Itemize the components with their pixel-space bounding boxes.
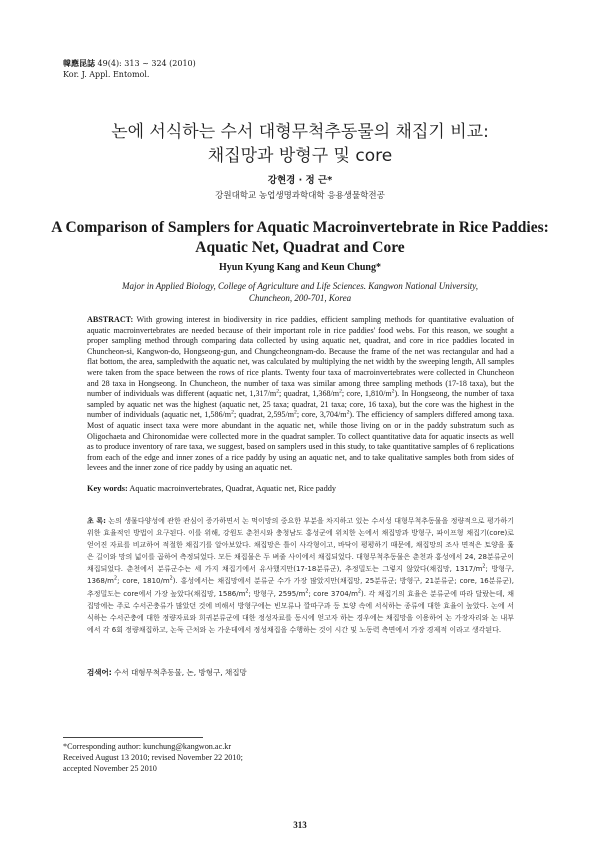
page-number: 313 bbox=[293, 820, 307, 830]
corresponding-author: *Corresponding author: kunchung@kangwon.ac.kr bbox=[63, 742, 232, 751]
accepted-date: accepted November 25 2010 bbox=[63, 764, 157, 773]
journal-volume-info: 49(4): 313 ~ 324 (2010) bbox=[97, 59, 196, 68]
superscript: 2 bbox=[245, 588, 249, 595]
korean-abstract-text: ; 방형구, 2595/m bbox=[248, 589, 306, 598]
superscript: 2 bbox=[305, 588, 309, 595]
korean-abstract-text: ; 방형구, 1368/m bbox=[87, 565, 514, 586]
english-affiliation-line1: Major in Applied Biology, College of Agriculture and Life Sciences. Kangwon National University, bbox=[121, 281, 479, 291]
journal-english-name: Kor. J. Appl. Entomol. bbox=[63, 70, 150, 79]
journal-citation bbox=[63, 58, 196, 80]
journal-header-line bbox=[63, 58, 196, 69]
footnote bbox=[63, 741, 363, 774]
korean-keywords-label: 검색어: bbox=[87, 668, 112, 677]
korean-keywords bbox=[87, 667, 514, 678]
superscript: 2 bbox=[346, 409, 350, 416]
korean-authors: 강현경 · 정 근* bbox=[267, 175, 333, 186]
superscript: 2 bbox=[276, 388, 280, 395]
superscript: 2 bbox=[231, 409, 234, 416]
english-title-line1: A Comparison of Samplers for Aquatic Macroinvertebrate in Rice Paddies: bbox=[51, 219, 549, 236]
korean-affiliation: 강원대학교 농업생명과학대학 응용생물학전공 bbox=[215, 191, 385, 201]
superscript: 2 bbox=[339, 388, 342, 395]
korean-abstract-text: ; core, 1810/m bbox=[117, 577, 170, 586]
abstract-text: ; quadrat, 2,595/m bbox=[233, 410, 295, 420]
superscript: 2 bbox=[482, 564, 486, 571]
korean-title-line2: 채집망과 방형구 및 core bbox=[207, 146, 393, 166]
abstract-text: ; core, 1,810/m bbox=[341, 389, 392, 399]
english-title bbox=[0, 218, 600, 258]
english-affiliation bbox=[90, 280, 510, 304]
superscript: 2 bbox=[357, 588, 362, 595]
korean-abstract-text: ). 홍성에서는 채집망에서 분류군 수가 가장 많았지만(채집망, 25분류군; 방형구, 21분류군; core, 16분류군), 추정밀도는 core에서 가장 높았다(채집망, 1586/m bbox=[87, 577, 514, 598]
abstract-text: ). In Hongseong, the number of taxa sampled by aquatic net was the highest (aquatic net, 25 taxa; quadrat, 21 taxa; core, 16 taxa), but the core was the highest in the number of individuals (aquatic net, 1,586/m bbox=[87, 389, 514, 420]
english-title-line2: Aquatic Net, Quadrat and Core bbox=[195, 239, 405, 256]
korean-abstract-label: 초 록: bbox=[87, 517, 106, 525]
abstract-label: ABSTRACT: bbox=[87, 315, 134, 324]
superscript: 2 bbox=[114, 576, 118, 583]
footnote-divider bbox=[63, 737, 203, 738]
korean-abstract-text: ). 각 채집기의 효율은 분류군에 따라 달랐는데, 채집망에는 주로 수서곤충류가 많았던 것에 비해서 방형구에는 빈모류나 깔따구과 등 토양 속에 서식하는 종류에 대한 효율이 높았다. 논에 서식하는 수서곤충에 대한 정량자료와 희귀분류군에 대한 정성자료를 동시에 얻고자 하는 경우에는 채집망을 이용하여 논 가장자리와 논 내부에서 각 6회 정량채집하고, 논둑 근처와 논 가운데에서 정성채집을 수행하는 것이 시간 및 노동력 측면에서 가장 경제적 이라고 생각된다. bbox=[87, 589, 514, 634]
english-keywords bbox=[87, 484, 514, 493]
superscript: 2 bbox=[169, 576, 173, 583]
korean-title bbox=[0, 120, 600, 168]
english-affiliation-line2: Chuncheon, 200-701, Korea bbox=[248, 293, 352, 303]
korean-abstract-text: ; core 3704/m bbox=[308, 589, 358, 598]
korean-abstract bbox=[87, 515, 514, 636]
superscript: 2 bbox=[294, 409, 297, 416]
korean-title-line1: 논에 서식하는 수서 대형무척추동물의 채집기 비교: bbox=[111, 122, 489, 142]
english-abstract bbox=[87, 315, 514, 474]
english-authors: Hyun Kyung Kang and Keun Chung* bbox=[218, 262, 381, 273]
korean-keywords-text: 수서 대형무척추동물, 논, 방형구, 채집망 bbox=[111, 668, 247, 677]
journal-name: 韓應昆誌 bbox=[63, 58, 95, 68]
keywords-text: Aquatic macroinvertebrates, Quadrat, Aquatic net, Rice paddy bbox=[127, 484, 337, 493]
abstract-text: ). The efficiency of samplers differed among taxa. Most of aquatic insect taxa were more abundant in the aquatic net, while those living on or in the paddy substratum such as Oligochaeta and Chironomidae were collected more in the quadrat sampler. To collect quantitative data for aquatic insects as well as to produce inventory of rare taxa, we suggest, based on samplers used in this study, to take quantitative samples of 6 replications from each of the edge and inner zones of a rice paddy by using an aquatic net, and to take qualitative samples both from sides of levees and the inner zone of rice paddy by using an aquatic net. bbox=[87, 410, 514, 473]
abstract-text: ; quadrat, 1,368/m bbox=[279, 389, 340, 399]
keywords-label: Key words: bbox=[87, 484, 128, 493]
korean-abstract-text: 논의 생물다양성에 관한 관심이 증가하면서 논 먹이망의 중요한 부분을 차지하고 있는 수서성 대형무척추동물을 정량적으로 평가하기 위한 효율적인 방법이 요구된다. 이를 위해, 강원도 춘천시와 충청남도 홍성군에 위치한 논에서 채집망과 방형구, 파이프형 채집기(core)로 얻어진 자료를 비교하여 적절한 채집기를 알아보았다. 채집망은 틀이 사각형이고, 바닥이 평평하기 때문에, 채집망의 조사 면적은 토양을 훑은 길이와 망의 넓이를 곱하여 측정되었다. 모든 채집물은 두 벼줄 사이에서 채집되었다. 대형무척추동물은 춘천과 홍성에서 24, 28분류군이 채집되었다. 춘천에서 분류군수는 세 가지 채집기에서 유사했지만(17-18분류군), 추정밀도는 그렇지 않았다(채집망, 1317/m bbox=[87, 517, 514, 574]
superscript: 2 bbox=[391, 388, 395, 395]
abstract-text: ; core, 3,704/m bbox=[296, 410, 347, 420]
abstract-text: With growing interest in biodiversity in rice paddies, efficient sampling methods for quantitative evaluation of aquatic macroinvertebrates are needed because of their important role in rice paddies' food webs. For this reason, we sought a proper sampling method through comparing data collected by using aquatic net, quadrat, and core in rice paddies located in Chuncheon-si, Kangwon-do, Hongseong-gun, and Chungcheongnam-do. Because the frame of the net was rectangular and had a flat bottom, the area, sampledwith the aquatic net, was calculated by multiplying the net width by the sweeping length, All samples were taken from the space between the rows of rice plants. Twenty four taxa of macroinvertebrates were collected in Chuncheon and 28 taxa in Hongseong. In Chuncheon, the number of taxa was similar among three sampling methods (17-18 taxa), but the number of individuals was different (aquatic net, 1,317/m bbox=[87, 315, 514, 399]
received-date: Received August 13 2010; revised November 22 2010; bbox=[63, 753, 243, 762]
